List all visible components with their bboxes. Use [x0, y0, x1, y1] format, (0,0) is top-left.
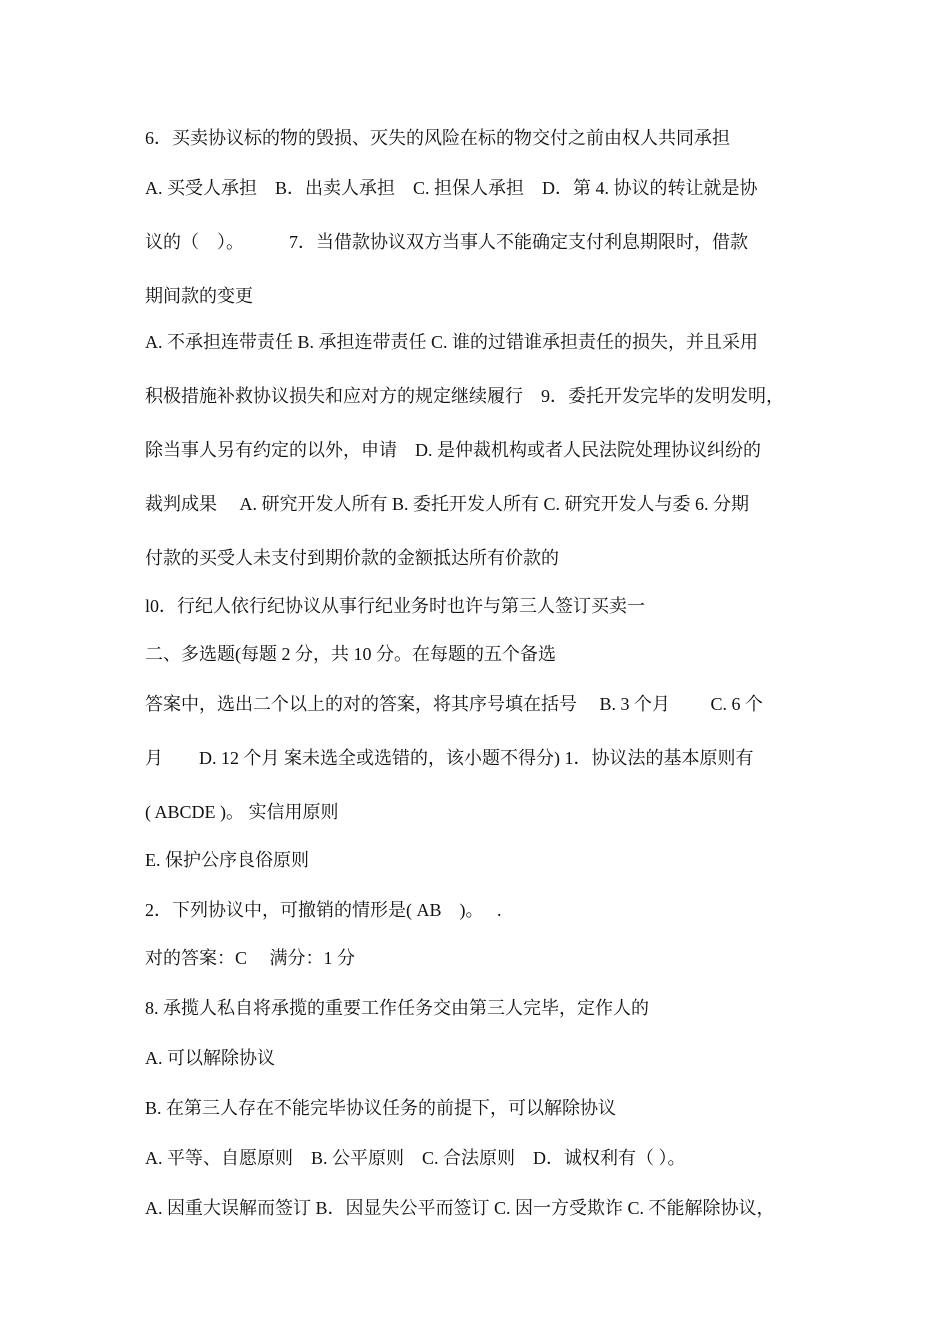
text-line: A. 因重大误解而签订 B．因显失公平而签订 C. 因一方受欺诈 C. 不能解除协议，	[145, 1198, 775, 1218]
text-line: A. 可以解除协议	[145, 1048, 275, 1068]
text-line: 积极措施补救协议损失和应对方的规定继续履行 9．委托开发完毕的发明发明，	[145, 386, 784, 406]
text-line: A. 买受人承担 B．出卖人承担 C. 担保人承担 D．第 4. 协议的转让就是协	[145, 178, 758, 198]
text-line: 裁判成果 A. 研究开发人所有 B. 委托开发人所有 C. 研究开发人与委 6. 分期	[145, 494, 750, 514]
text-line: B. 在第三人存在不能完毕协议任务的前提下，可以解除协议	[145, 1098, 617, 1118]
text-line: l0．行纪人依行纪协议从事行纪业务时也许与第三人签订买卖一	[145, 596, 645, 616]
text-line: A. 平等、自愿原则 B. 公平原则 C. 合法原则 D．诚权利有（ ）。	[145, 1148, 686, 1168]
text-line: A. 不承担连带责任 B. 承担连带责任 C. 谁的过错谁承担责任的损失，并且采用	[145, 332, 759, 352]
text-line: E. 保护公序良俗原则	[145, 850, 309, 870]
text-line: 8. 承揽人私自将承揽的重要工作任务交由第三人完毕，定作人的	[145, 998, 649, 1018]
text-line: 二、多选题(每题 2 分，共 10 分。在每题的五个备选	[145, 644, 556, 664]
text-line: ( ABCDE )。 实信用原则	[145, 802, 339, 822]
text-line: 议的（ ）。 7．当借款协议双方当事人不能确定支付利息期限时，借款	[145, 232, 748, 252]
text-line: 对的答案：C 满分：1 分	[145, 948, 356, 968]
text-line: 除当事人另有约定的以外，申请 D. 是仲裁机构或者人民法院处理协议纠纷的	[145, 440, 761, 460]
text-line: 付款的买受人未支付到期价款的金额抵达所有价款的	[145, 548, 559, 568]
text-line: 答案中，选出二个以上的对的答案，将其序号填在括号 B. 3 个月 C. 6 个	[145, 694, 764, 714]
text-line: 2．下列协议中，可撤销的情形是( AB )。 .	[145, 900, 502, 920]
text-line: 月 D. 12 个月 案未选全或选错的，该小题不得分) 1．协议法的基本原则有	[145, 748, 754, 768]
text-line: 期间款的变更	[145, 286, 253, 306]
text-line: 6．买卖协议标的物的毁损、灭失的风险在标的物交付之前由权人共同承担	[145, 128, 730, 148]
